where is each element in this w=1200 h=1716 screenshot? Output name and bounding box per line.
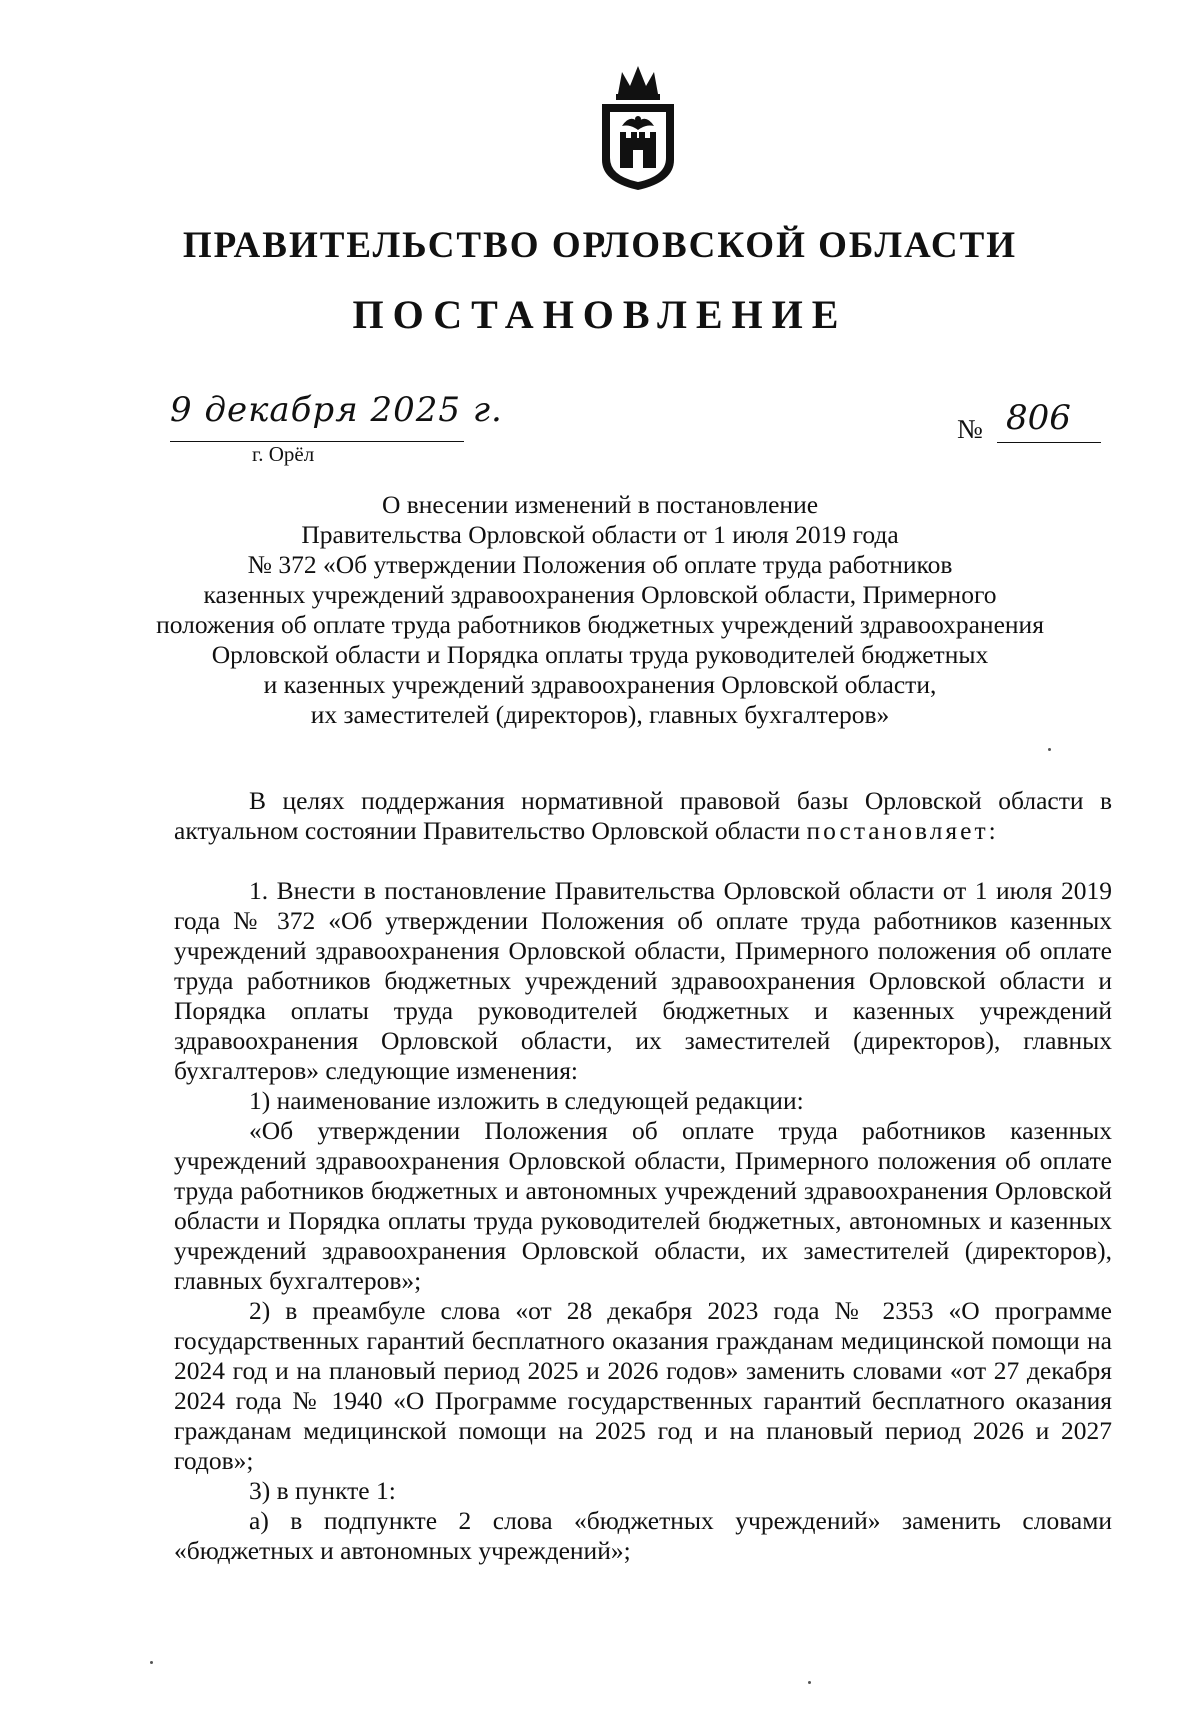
subject-line: Орловской области и Порядка оплаты труда руководителей бюджетных (211, 640, 989, 669)
scan-speck (1048, 748, 1051, 751)
subject-line: казенных учреждений здравоохранения Орловской области, Примерного (203, 580, 997, 609)
scan-speck (150, 1661, 153, 1664)
clause-paragraph: 1) наименование изложить в следующей редакции: (249, 1086, 804, 1115)
subject-line: положения об оплате труда работников бюджетных учреждений здравоохранения (156, 610, 1044, 639)
date-underline (170, 441, 464, 442)
city-label: г. Орёл (252, 442, 315, 466)
decree-word: постановляет: (806, 816, 999, 845)
clause-paragraph: 1. Внести в постановление Правительства Орловской области от 1 июля 2019 года № 372 «Об утверждении Положения об оплате труда работников казенных учреждений здравоохранения Орловской области, Примерного положения об оплате труда работников бюджетных учреждений здравоохранения Орловской области и Порядка оплаты труда руководителей бюджетных и казенных учреждений здравоохранения Орловской области, их заместителей (директоров), главных бухгалтеров» следующие изменения: (174, 876, 1112, 1085)
clause-paragraph: «Об утверждении Положения об оплате труда работников казенных учреждений здравоохранения Орловской области, Примерного положения об оплате труда работников бюджетных и автономных учреждений здравоохранения Орловской области и Порядка оплаты труда руководителей бюджетных, автономных и казенных учреждений здравоохранения Орловской области, их заместителей (директоров), главных бухгалтеров»; (174, 1116, 1112, 1295)
number-underline (997, 442, 1101, 443)
document-subject (150, 490, 1050, 730)
handwritten-date: 9 декабря 2025 г. (170, 390, 503, 430)
paragraph-gap (174, 846, 1112, 876)
preamble-text: В целях поддержания нормативной правовой базы Орловской области в актуальном состоянии Правительство Орловской области (174, 786, 1112, 845)
subject-line: их заместителей (директоров), главных бухгалтеров» (310, 700, 890, 729)
coat-of-arms-icon (596, 64, 680, 192)
clause-paragraph: а) в подпункте 2 слова «бюджетных учреждений» заменить словами «бюджетных и автономных учреждений»; (174, 1506, 1112, 1565)
clause-paragraph: 3) в пункте 1: (249, 1476, 396, 1505)
government-title: ПРАВИТЕЛЬСТВО ОРЛОВСКОЙ ОБЛАСТИ (182, 225, 1018, 266)
subject-line: и казенных учреждений здравоохранения Орловской области, (263, 670, 937, 699)
preamble-paragraph (174, 786, 1112, 846)
document-body (174, 786, 1112, 1566)
document-type-title: ПОСТАНОВЛЕНИЕ (352, 292, 848, 337)
subject-line: № 372 «Об утверждении Положения об оплате труда работников (247, 550, 953, 579)
clause-paragraph: 2) в преамбуле слова «от 28 декабря 2023 года № 2353 «О программе государственных гарантий бесплатного оказания гражданам медицинской помощи на 2024 год и на плановый период 2025 и 2026 годов» заменить словами «от 27 декабря 2024 года № 1940 «О Программе государственных гарантий бесплатного оказания гражданам медицинской помощи на 2025 год и на плановый период 2026 и 2027 годов»; (174, 1296, 1112, 1475)
number-label: № (957, 414, 983, 444)
handwritten-number: 806 (1006, 398, 1071, 438)
scan-speck (808, 1681, 811, 1684)
subject-line: Правительства Орловской области от 1 июля 2019 года (301, 520, 899, 549)
subject-line: О внесении изменений в постановление (381, 490, 819, 519)
